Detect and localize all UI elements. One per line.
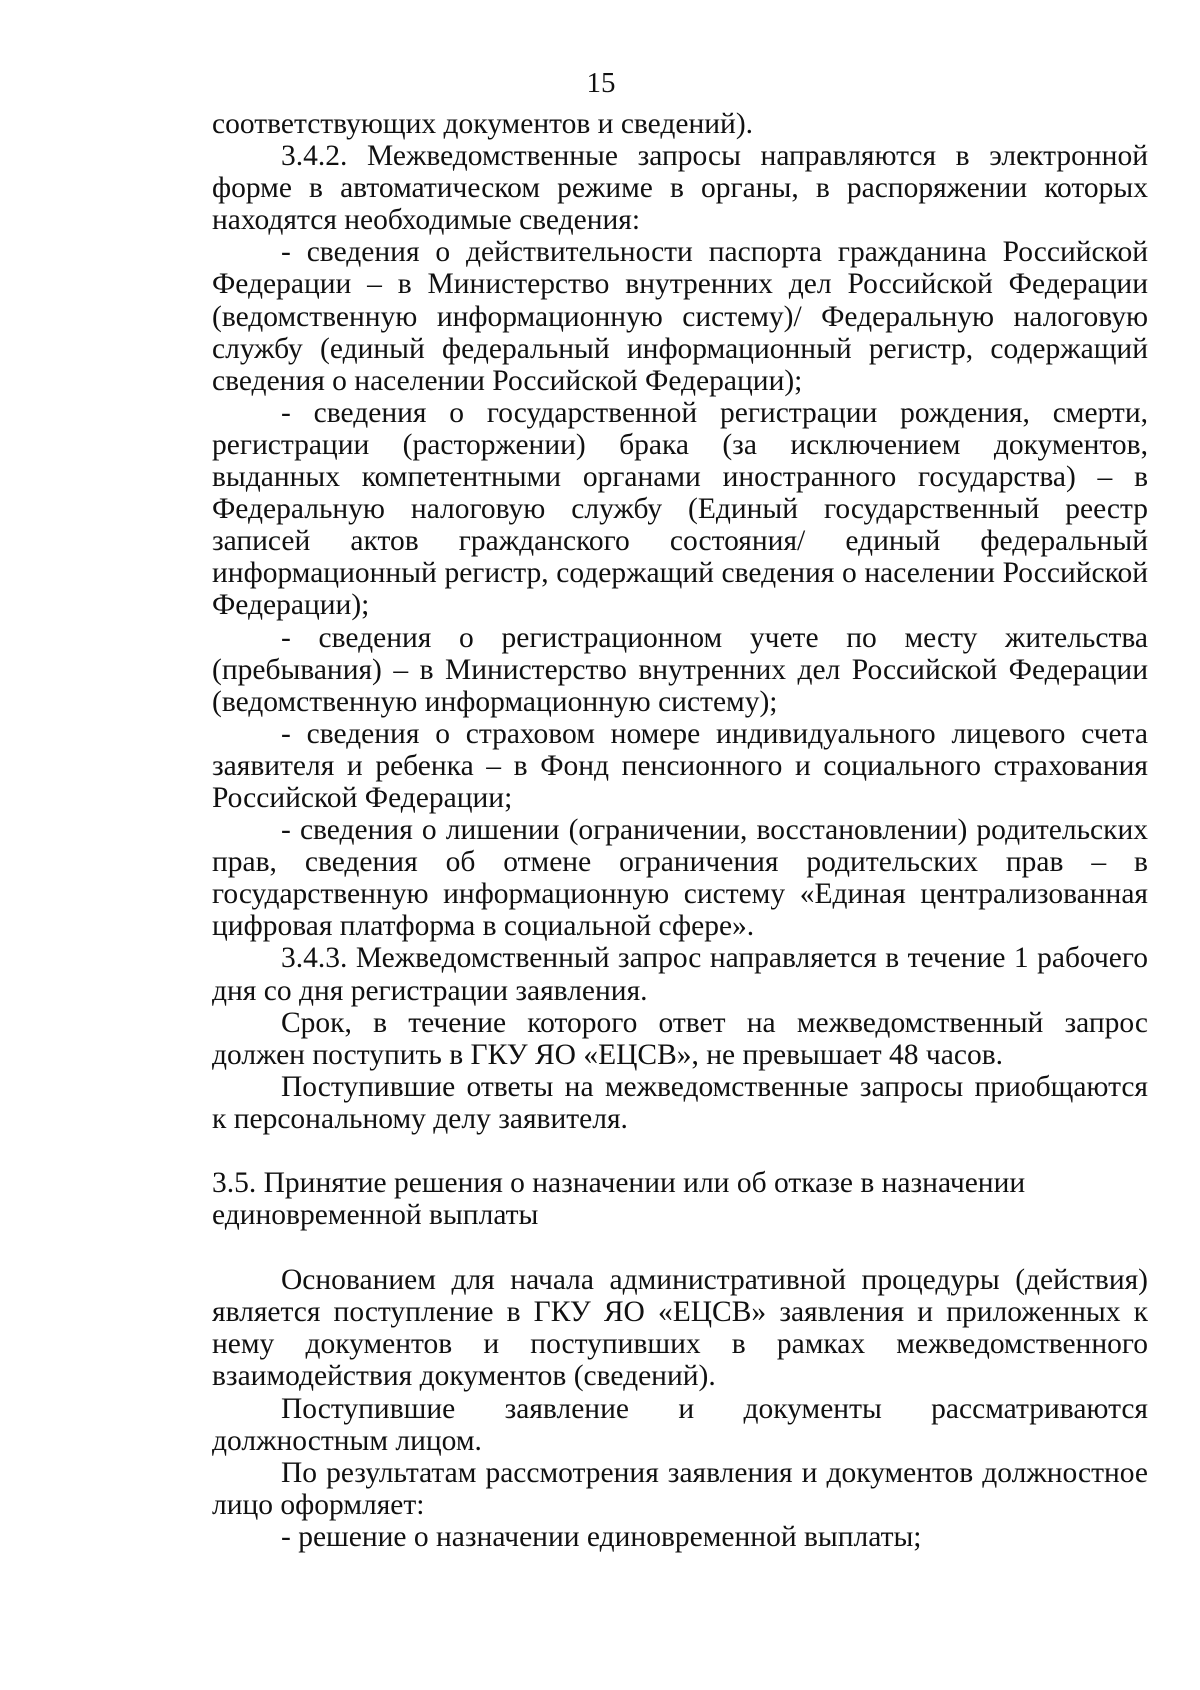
section-3-4-text: [212, 108, 1148, 1135]
paragraph: 3.4.2. Межведомственные запросы направляются в электронной форме в автоматическом режиме в органы, в распоряжении которых находятся необходимые сведения:: [212, 140, 1148, 237]
paragraph: - сведения о лишении (ограничении, восстановлении) родительских прав, сведения об отмене ограничения родительских прав – в государственную информационную систему «Единая централизованная цифровая платформа в социальной сфере».: [212, 814, 1148, 943]
paragraph: По результатам рассмотрения заявления и документов должностное лицо оформляет:: [212, 1456, 1148, 1521]
section-heading-line-2: единовременной выплаты: [212, 1199, 539, 1232]
page-number: 15: [586, 67, 616, 99]
section-3-5-text: [212, 1264, 1148, 1553]
spacer: [212, 1135, 1148, 1167]
paragraph: - сведения о страховом номере индивидуального лицевого счета заявителя и ребенка – в Фонд пенсионного и социального страхования Российской Федерации;: [212, 717, 1148, 814]
paragraph: Поступившие заявление и документы рассматриваются должностным лицом.: [212, 1392, 1148, 1457]
paragraph: Поступившие ответы на межведомственные запросы приобщаются к персональному делу заявителя.: [212, 1070, 1148, 1135]
spacer: [212, 1231, 1148, 1264]
paragraph: - сведения о государственной регистрации рождения, смерти, регистрации (расторжении) брака (за исключением документов, выданных компетентными органами иностранного государства) – в Федеральную налоговую службу (Единый государственный реестр записей актов гражданского состояния/ единый федеральный информационный регистр, содержащий сведения о населении Российской Федерации);: [212, 396, 1148, 622]
paragraph: - сведения о регистрационном учете по месту жительства (пребывания) – в Министерство внутренних дел Российской Федерации (ведомственную информационную систему);: [212, 621, 1148, 718]
document-body: [212, 108, 1148, 1553]
paragraph: Основанием для начала административной процедуры (действия) является поступление в ГКУ ЯО «ЕЦСВ» заявления и приложенных к нему документов и поступивших в рамках межведомственного взаимодействия документов (сведений).: [212, 1264, 1148, 1393]
section-heading-line-1: 3.5. Принятие решения о назначении или об отказе в назначении: [212, 1167, 1026, 1199]
paragraph: 3.4.3. Межведомственный запрос направляется в течение 1 рабочего дня со дня регистрации заявления.: [212, 942, 1148, 1007]
paragraph: соответствующих документов и сведений).: [212, 108, 754, 140]
paragraph: - решение о назначении единовременной выплаты;: [281, 1520, 922, 1553]
paragraph: - сведения о действительности паспорта гражданина Российской Федерации – в Министерство внутренних дел Российской Федерации (ведомственную информационную систему)/ Федеральную налоговую службу (единый федеральный информационный регистр, содержащий сведения о населении Российской Федерации);: [212, 236, 1148, 397]
paragraph: Срок, в течение которого ответ на межведомственный запрос должен поступить в ГКУ ЯО «ЕЦСВ», не превышает 48 часов.: [212, 1006, 1148, 1071]
